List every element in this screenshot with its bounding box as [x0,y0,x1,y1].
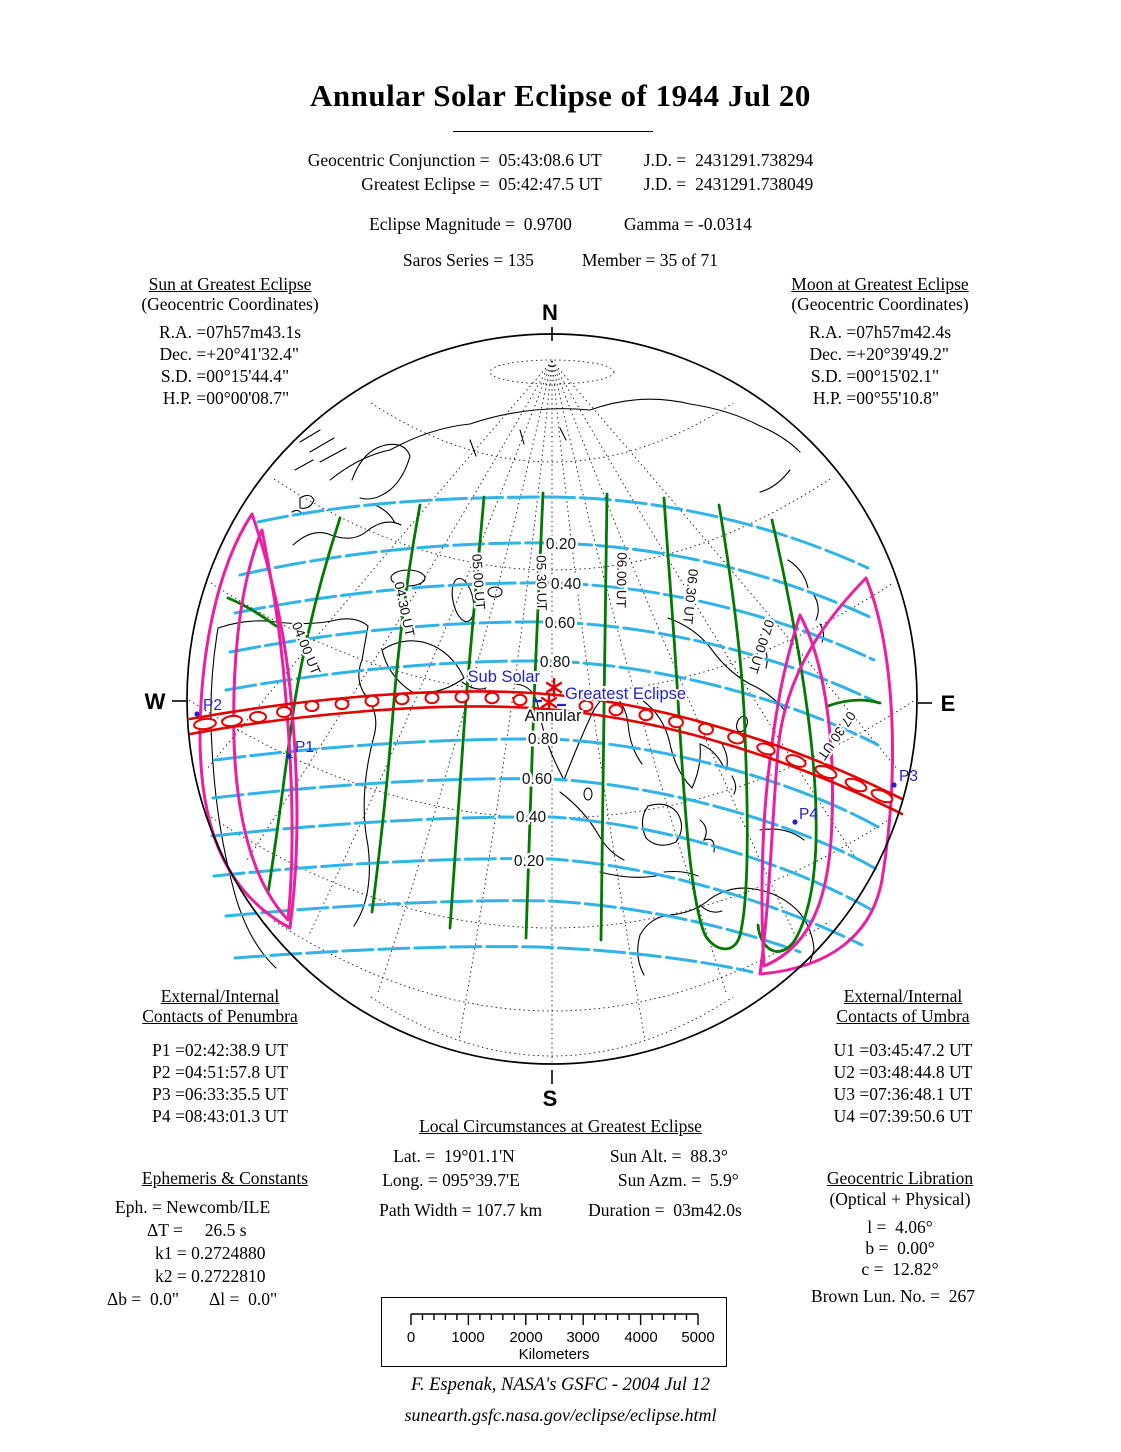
page-title: Annular Solar Eclipse of 1944 Jul 20 [310,78,811,113]
u3-value: 07:36:48.1 UT [869,1084,973,1104]
contact-label-p3: P3 [899,768,918,785]
ut-label: 06.30 UT [680,568,701,625]
long-value: 095°39.7'E [442,1170,520,1190]
magnitude-row [0,214,1121,235]
eclipse-summary [0,148,1121,196]
path-width-value: 107.7 km [475,1200,543,1220]
moon-ra-value: 07h57m42.4s [856,322,952,342]
libration-heading: Geocentric Libration [826,1168,974,1188]
k2-line: k2 = 0.2722810 [155,1266,266,1286]
scale-tick-label: 4000 [624,1329,658,1346]
saros-value: 135 [507,250,534,270]
sun-alt-value: 88.3° [690,1146,728,1166]
summary-row [308,172,814,196]
magnitude-label: Eclipse Magnitude = [369,214,516,234]
sun-sd-label: S.D. = [160,366,207,386]
url-line: sunearth.gsfc.nasa.gov/eclipse/eclipse.html [404,1405,717,1425]
duration-label: Duration = [588,1200,665,1220]
umbra-heading-2: Contacts of Umbra [836,1006,970,1026]
u3-label: U3 = [833,1084,870,1104]
magnitude-value: 0.9700 [523,214,572,234]
scale-bar [381,1297,727,1367]
gamma-label: Gamma = [623,214,694,234]
libration-subheading: (Optical + Physical) [829,1189,971,1209]
sub-solar-label: Sub Solar [467,668,540,686]
sun-ra-label: R.A. = [158,322,207,342]
scale-unit-label: Kilometers [518,1346,590,1363]
moon-dec-value: +20°39'49.2" [856,344,950,364]
moon-hp-value: 00°55'10.8" [856,388,940,408]
moon-ra-label: R.A. = [808,322,857,342]
magnitude-label-upper: 0.80 [539,654,571,671]
contact-label-p4: P4 [799,806,818,823]
magnitude-label-upper: 0.40 [550,576,582,593]
sun-azm-value: 5.9° [709,1170,739,1190]
local-circumstances-heading: Local Circumstances at Greatest Eclipse [419,1116,702,1136]
p3-label: P3 = [152,1084,185,1104]
moon-block [755,274,1005,413]
scale-ruler [411,1314,698,1325]
libration-l-row: l = 4.06° [867,1217,933,1237]
contact-dot-p3 [891,782,896,787]
delta-b-l-line: Δb = 0.0" Δl = 0.0" [107,1289,278,1309]
summary-row [308,148,814,172]
u4-label: U4 = [833,1106,870,1126]
sun-sd-value: 00°15'44.4" [206,366,290,386]
contact-label-p1: P1 [295,739,314,756]
jd-label: J.D. = [643,173,687,194]
greatest-eclipse-time-value: 05:42:47.5 UT [498,173,602,194]
greatest-eclipse-time-label: Greatest Eclipse = [361,173,490,194]
u4-value: 07:39:50.6 UT [869,1106,973,1126]
sun-alt-label: Sun Alt. = [609,1146,682,1166]
moon-sd-label: S.D. = [810,366,857,386]
sun-ra-value: 07h57m43.1s [206,322,302,342]
compass-south: S [542,1086,558,1111]
magnitude-label-lower: 0.40 [515,809,547,826]
sun-heading: Sun at Greatest Eclipse [148,274,312,294]
scale-tick-label: 0 [406,1329,416,1346]
conjunction-label: Geocentric Conjunction = [307,149,490,170]
u1-value: 03:45:47.2 UT [869,1040,973,1060]
member-label: Member = [581,250,656,270]
gamma-value: -0.0314 [697,214,752,234]
lat-sunalt-row [0,1146,1121,1167]
ut-label: 06.00 UT [613,552,630,608]
sun-subheading: (Geocentric Coordinates) [141,294,319,314]
p1-label: P1 = [152,1040,185,1060]
ut-label: 04.00 UT [288,619,324,677]
libration-b-row: b = 0.00° [865,1238,935,1258]
scale-tick-label: 2000 [509,1329,543,1346]
delta-t-line: ΔT = 26.5 s [147,1220,247,1240]
umbra-heading-1: External/Internal [843,986,963,1006]
ephemeris-block [105,1168,345,1309]
k1-line: k1 = 0.2724880 [155,1243,266,1263]
p2-value: 04:51:57.8 UT [184,1062,288,1082]
credit-line: F. Espenak, NASA's GSFC - 2004 Jul 12 [410,1375,711,1395]
brown-lunation-row: Brown Lun. No. = 267 [811,1286,975,1306]
lat-value: 19°01.1'N [443,1146,515,1166]
ut-label: 04.30 UT [391,580,418,638]
long-label: Long. = [382,1170,438,1190]
saros-row [0,250,1121,271]
conjunction-value: 05:43:08.6 UT [498,149,602,170]
sun-hp-label: H.P. = [162,388,207,408]
sun-dec-label: Dec. = [159,344,207,364]
p3-value: 06:33:35.5 UT [184,1084,288,1104]
u2-value: 03:48:44.8 UT [869,1062,973,1082]
p1-value: 02:42:38.9 UT [184,1040,288,1060]
compass-west: W [144,689,166,714]
jd-value: 2431291.738294 [695,149,814,170]
magnitude-label-lower: 0.80 [527,731,559,748]
penumbra-contacts-block [95,986,345,1131]
penumbra-heading-1: External/Internal [160,986,280,1006]
scale-tick-label: 3000 [566,1329,600,1346]
ut-label: 07.30 UT [814,708,859,763]
ut-label: 05.30 UT [533,555,550,611]
sun-dec-value: +20°41'32.4" [206,344,300,364]
magnitude-label-upper: 0.60 [544,615,576,632]
eph-line: Eph. = Newcomb/ILE [115,1197,271,1217]
duration-value: 03m42.0s [673,1200,742,1220]
penumbra-heading-2: Contacts of Penumbra [142,1006,298,1026]
contact-label-p2: P2 [203,697,222,714]
contact-dot-p1 [286,753,291,758]
libration-c-row: c = 12.82° [861,1259,939,1279]
ephemeris-heading: Ephemeris & Constants [141,1168,309,1188]
magnitude-label-lower: 0.20 [513,853,545,870]
jd-label: J.D. = [643,149,687,170]
scale-tick-label: 1000 [451,1329,485,1346]
umbra-contacts-block [778,986,1028,1131]
moon-subheading: (Geocentric Coordinates) [791,294,969,314]
magnitude-label-upper: 0.20 [545,536,577,553]
ut-label: 07.00 UT [745,617,777,676]
p4-label: P4 = [152,1106,185,1126]
ut-label: 05.00 UT [469,553,488,610]
u1-label: U1 = [833,1040,870,1060]
p4-value: 08:43:01.3 UT [184,1106,288,1126]
coastlines [211,399,824,975]
scale-tick-label: 5000 [681,1329,715,1346]
moon-dec-label: Dec. = [809,344,857,364]
p2-label: P2 = [152,1062,185,1082]
lat-label: Lat. = [393,1146,436,1166]
title-rule [453,131,653,132]
compass-east: E [940,691,956,716]
sun-hp-value: 00°00'08.7" [206,388,290,408]
greatest-eclipse-label: Greatest Eclipse [565,685,687,703]
contact-dot-p4 [792,819,797,824]
compass-north: N [542,300,558,325]
libration-block [790,1168,1010,1307]
moon-sd-value: 00°15'02.1" [856,366,940,386]
contact-dot-p2 [194,711,199,716]
sun-azm-label: Sun Azm. = [617,1170,702,1190]
moon-heading: Moon at Greatest Eclipse [791,274,969,294]
u2-label: U2 = [833,1062,870,1082]
sun-block [105,274,355,413]
moon-hp-label: H.P. = [812,388,857,408]
annular-label: Annular [524,707,582,725]
jd-value: 2431291.738049 [695,173,814,194]
saros-label: Saros Series = [402,250,504,270]
path-width-label: Path Width = [379,1200,472,1220]
magnitude-label-lower: 0.60 [521,771,553,788]
member-value: 35 of 71 [659,250,719,270]
